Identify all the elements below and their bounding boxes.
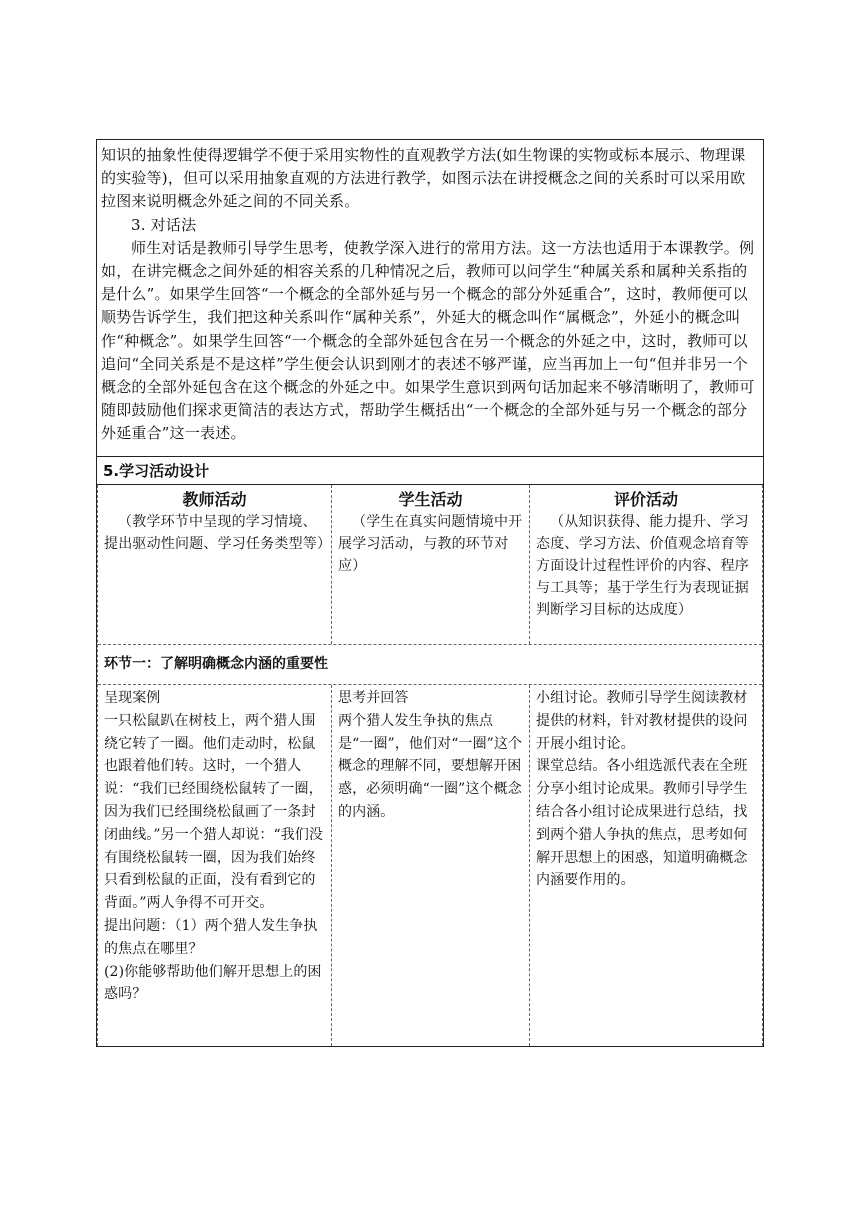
student-activity-desc: （学生在真实问题情境中开展学习活动，与教的环节对应） — [338, 514, 523, 574]
evaluation-activity-desc: （从知识获得、能力提升、学习态度、学习方法、价值观念培育等方面设计过程性评价的内容、程序与工具等；基于学生行为表现证据判断学习目标的达成度） — [536, 514, 749, 618]
teacher-activity-desc: （教学环节中呈现的学习情境、提出驱动性问题、学习任务类型等） — [104, 514, 332, 552]
student-activity-cell — [331, 685, 529, 1046]
teacher-header-cell — [98, 485, 331, 555]
method-heading: 3. 对话法 — [131, 215, 197, 234]
teacher-activity-title: 教师活动 — [182, 490, 247, 509]
class-summary-text: 课堂总结。各小组选派代表在全班分享小组讨论成果。教师引导学生结合各小组讨论成果进行总结，找到两个猎人争执的焦点，思考如何解开思想上的困惑，知道明确概念内涵要作用的。 — [536, 758, 748, 889]
student-header-cell — [331, 485, 529, 644]
student-answer: 两个猎人发生争执的焦点是“一圈”，他们对“一圈”这个概念的理解不同，要想解开困惑，必须明确“一圈”这个概念的内涵。 — [338, 712, 523, 820]
student-task-heading: 思考并回答 — [338, 690, 409, 706]
evaluation-activity-cell — [529, 685, 762, 1046]
activity-table — [97, 485, 763, 1046]
dialogue-paragraph: 师生对话是教师引导学生思考，使教学深入进行的常用方法。这一方法也适用于本课教学。例如，在讲完概念之间外延的相容关系的几种情况之后，教师可以问学生“种属关系和属种关系指的是什么”。如果学生回答“一个概念的全部外延与另一个概念的部分外延重合”，这时，教师便可以顺势告诉学生，我们把这种关系叫作“属种关系”，外延大的概念叫作“属概念”，外延小的概念叫作“种概念”。如果学生回答“一个概念的全部外延包含在另一个概念的外延之中，这时，教师可以追问“全同关系是不是这样”学生便会认识到刚才的表述不够严谨，应当再加上一句“但并非另一个概念的全部外延包含在这个概念的外延之中。如果学生意识到两句话加起来不够清晰明了，教师可随即鼓励他们探求更简洁的表达方式，帮助学生概括出“一个概念的全部外延与另一个概念的部分外延重合”这一表述。 — [101, 238, 755, 443]
case-heading: 呈现案例 — [104, 690, 161, 706]
stage-title: 环节一：了解明确概念内涵的重要性 — [98, 645, 762, 685]
question-two: (2)你能够帮助他们解开思想上的困惑吗？ — [104, 963, 322, 1003]
section-title: 5.学习活动设计 — [97, 456, 763, 485]
table-row — [98, 685, 762, 1046]
student-activity-title: 学生活动 — [398, 490, 463, 509]
group-discussion-text: 小组讨论。教师引导学生阅读教材提供的材料，针对教材提供的设问开展小组讨论。 — [536, 690, 748, 752]
intro-paragraph: 知识的抽象性使得逻辑学不便于采用实物性的直观教学方法(如生物课的实物或标本展示、物理课的实验等)，但可以采用抽象直观的方法进行教学，如图示法在讲授概念之间的关系时可以采用欧拉图来说明概念外延之间的不同关系。 — [101, 146, 746, 211]
question-one: 提出问题：（1）两个猎人发生争执的焦点在哪里？ — [104, 917, 318, 957]
document-page — [96, 139, 764, 1047]
intro-section — [97, 140, 763, 456]
table-header-row — [98, 485, 762, 645]
case-text: 一只松鼠趴在树枝上，两个猎人围绕它转了一圈。他们走动时，松鼠也跟着他们转。这时，一个猎人说：“我们已经围绕松鼠转了一圈，因为我们已经围绕松鼠画了一条封闭曲线。”另一个猎人却说：“我们没有围绕松鼠转一圈，因为我们始终只看到松鼠的正面，没有看到它的背面。”两人争得不可开交。 — [104, 712, 324, 912]
teacher-activity-cell — [98, 685, 331, 1046]
evaluation-activity-title: 评价活动 — [613, 490, 678, 509]
evaluation-header-cell — [529, 485, 762, 644]
